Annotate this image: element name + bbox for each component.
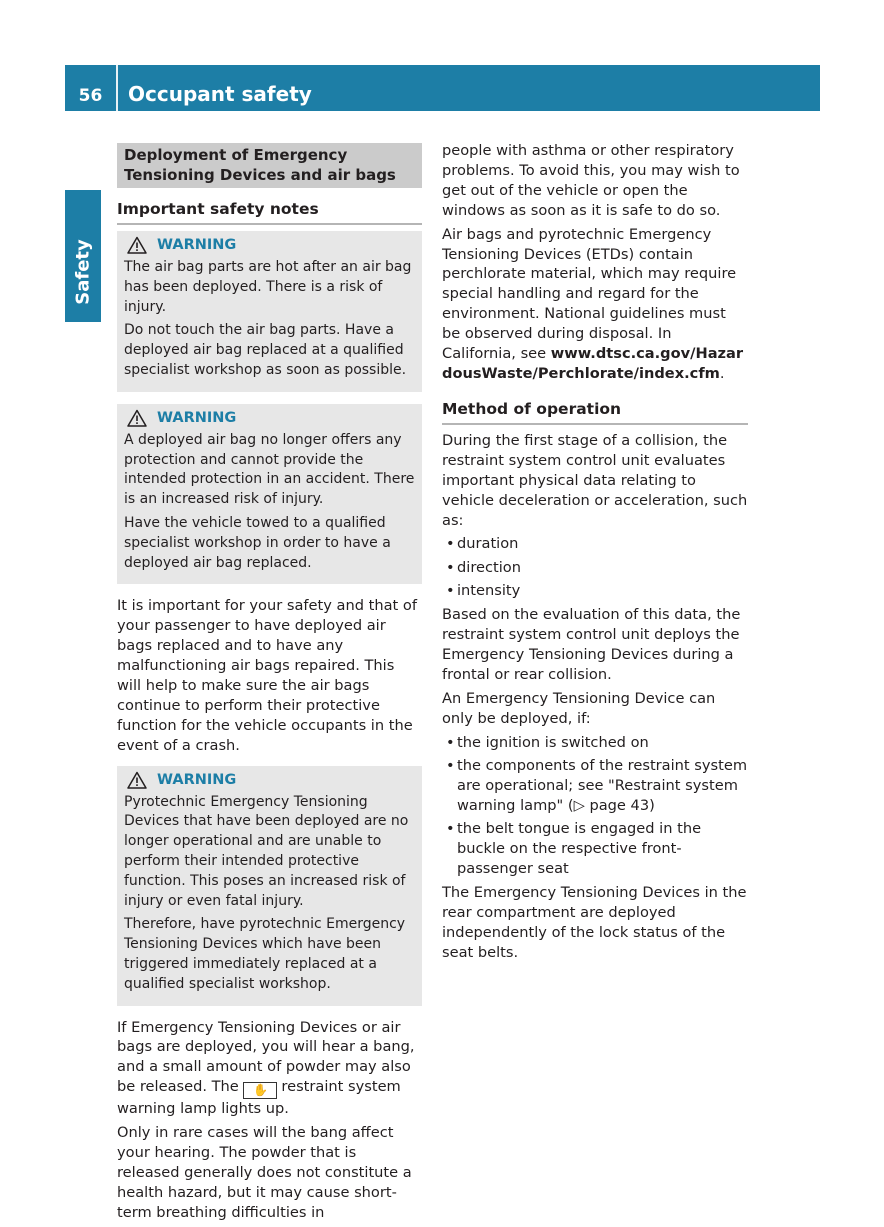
external-link[interactable]: www.dtsc.ca.gov/HazardousWaste/Perchlorate/index.cfm (442, 345, 744, 382)
body-text: restraint system warning lamp lights up. (117, 1078, 401, 1118)
subheading-safety-notes: Important safety notes (117, 198, 422, 225)
body-paragraph: During the first stage of a collision, the restraint system control unit evaluates important physical data relating to vehicle deceleration or acceleration, such as: (442, 431, 748, 529)
warning-label: WARNING (157, 237, 237, 253)
list-item: • the components of the restraint system are operational; see "Restraint system warning lamp" (▷ page 43) (442, 756, 748, 816)
warning-triangle-icon (127, 771, 147, 789)
left-column (117, 143, 422, 1227)
warning-text: The air bag parts are hot after an air bag has been deployed. There is a risk of injury. (124, 259, 412, 315)
side-tab-label-wrap (65, 232, 101, 312)
warning-text: Pyrotechnic Emergency Tensioning Devices that have been deployed are no longer operational and are unable to perform their intended protective function. This poses an increased risk of injury or even fatal injury. (124, 793, 409, 909)
body-text: Air bags and pyrotechnic Emergency Tensioning Devices (ETDs) contain perchlorate material, which may require special handling and regard for the environment. National guidelines must be observed during disposal. In California, see (442, 225, 737, 363)
warning-label: WARNING (157, 771, 237, 788)
body-text: . (719, 364, 725, 382)
warning-header (124, 234, 416, 256)
warning-box (117, 231, 422, 392)
restraint-system-warning-lamp-icon: ✋ (243, 1082, 277, 1099)
body-text: If Emergency Tensioning Devices or air bags are deployed, you will hear a bang, and a small amount of powder may also be released. The (117, 1018, 415, 1096)
warning-text: Have the vehicle towed to a qualified specialist workshop in order to have a deployed air bag replaced. (124, 514, 391, 571)
body-paragraph: Only in rare cases will the bang affect your hearing. The powder that is released generally does not constitute a health hazard, but it may cause short-term breathing difficulties in (117, 1124, 412, 1221)
page-title: Occupant safety (128, 82, 312, 106)
warning-text: A deployed air bag no longer offers any protection and cannot provide the intended protection in an accident. There is an increased risk of injury. (124, 431, 415, 508)
warning-triangle-icon (127, 236, 147, 254)
warning-header (124, 769, 416, 791)
page-number: 56 (78, 86, 103, 106)
section-heading: Deployment of Emergency Tensioning Devices and air bags (117, 143, 422, 188)
body-paragraph: people with asthma or other respiratory problems. To avoid this, you may wish to get out of the vehicle or open the windows as soon as it is safe to do so. (442, 142, 740, 219)
body-paragraph: The Emergency Tensioning Devices in the rear compartment are deployed independently of the lock status of the seat belts. (442, 883, 747, 961)
list-item: • the belt tongue is engaged in the buckle on the respective front-passenger seat (442, 819, 748, 879)
warning-triangle-icon (127, 409, 147, 427)
body-paragraph: Based on the evaluation of this data, the restraint system control unit deploys the Emergency Tensioning Devices during a frontal or rear collision. (442, 606, 741, 683)
right-column (442, 141, 748, 967)
body-paragraph (117, 1018, 422, 1120)
side-tab-label: Safety (72, 239, 94, 305)
warning-text: Do not touch the air bag parts. Have a deployed air bag replaced at a qualified specialist workshop as soon as possible. (124, 322, 407, 378)
body-paragraph: It is important for your safety and that of your passenger to have deployed air bags replaced and to have any malfunctioning air bags repaired. This will help to make sure the air bags continue to perform their protective function for the vehicle occupants in the event of a crash. (117, 597, 417, 754)
subheading-method-of-operation: Method of operation (442, 398, 748, 425)
warning-text: Therefore, have pyrotechnic Emergency Tensioning Devices which have been triggered immediately replaced at a qualified specialist workshop. (124, 916, 406, 992)
warning-box (117, 766, 422, 1006)
body-paragraph (442, 225, 748, 384)
list-item: • the ignition is switched on (442, 733, 748, 753)
warning-label: WARNING (157, 409, 237, 426)
list-item: • intensity (442, 581, 748, 601)
warning-box (117, 404, 422, 585)
list-item: • duration (442, 534, 748, 554)
warning-header (124, 407, 416, 429)
bullet-list (442, 534, 748, 601)
list-item: • direction (442, 558, 748, 578)
header-divider (116, 65, 118, 111)
body-paragraph: An Emergency Tensioning Device can only be deployed, if: (442, 689, 716, 727)
bullet-list (442, 733, 748, 879)
